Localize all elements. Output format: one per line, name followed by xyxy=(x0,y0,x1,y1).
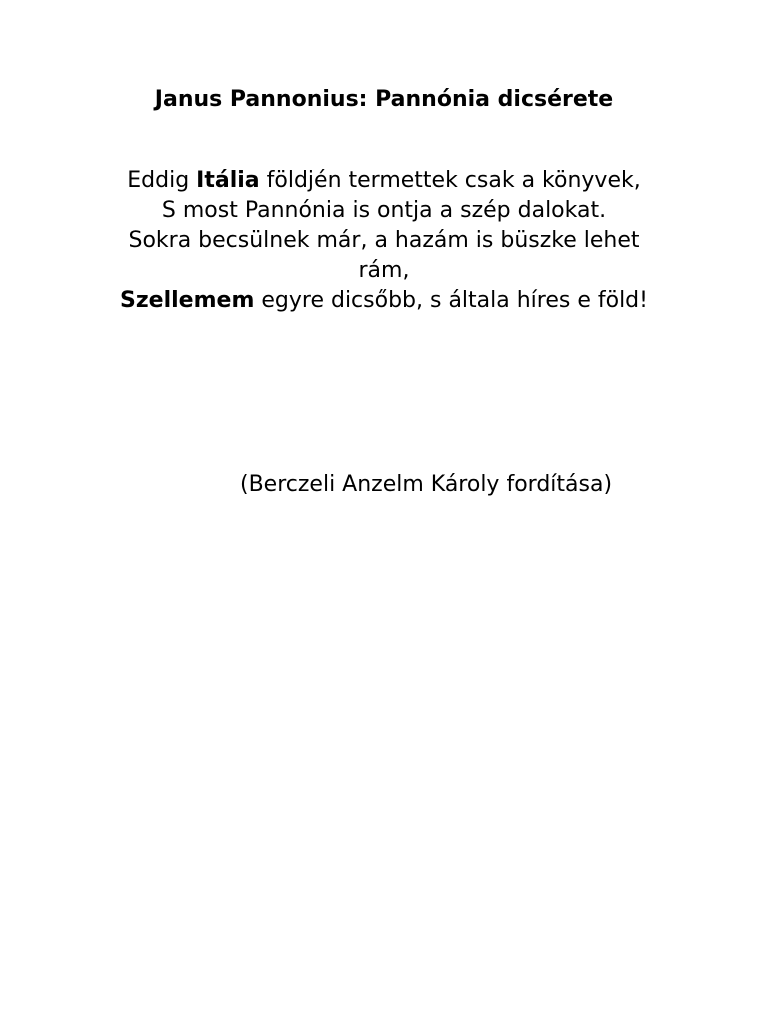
poem-line-1-bold: Itália xyxy=(196,168,260,193)
poem-line-4-bold: Szellemem xyxy=(120,288,255,313)
poem-line-1-pre: Eddig xyxy=(127,168,197,193)
poem-title: Janus Pannonius: Pannónia dicsérete xyxy=(154,87,614,112)
poem-line-4-post: egyre dicsőbb, s általa híres e föld! xyxy=(254,288,648,313)
poem-body xyxy=(104,166,664,316)
poem-line-1-post: földjén termettek csak a könyvek, xyxy=(259,168,641,193)
poem-line-3: Sokra becsülnek már, a hazám is büszke lehet rám, xyxy=(128,228,640,283)
poem-line-4 xyxy=(104,286,664,316)
translation-credit: (Berczeli Anzelm Károly fordítása) xyxy=(240,472,613,497)
poem-line-1 xyxy=(104,166,664,196)
poem-line-2: S most Pannónia is ontja a szép dalokat. xyxy=(161,198,607,223)
